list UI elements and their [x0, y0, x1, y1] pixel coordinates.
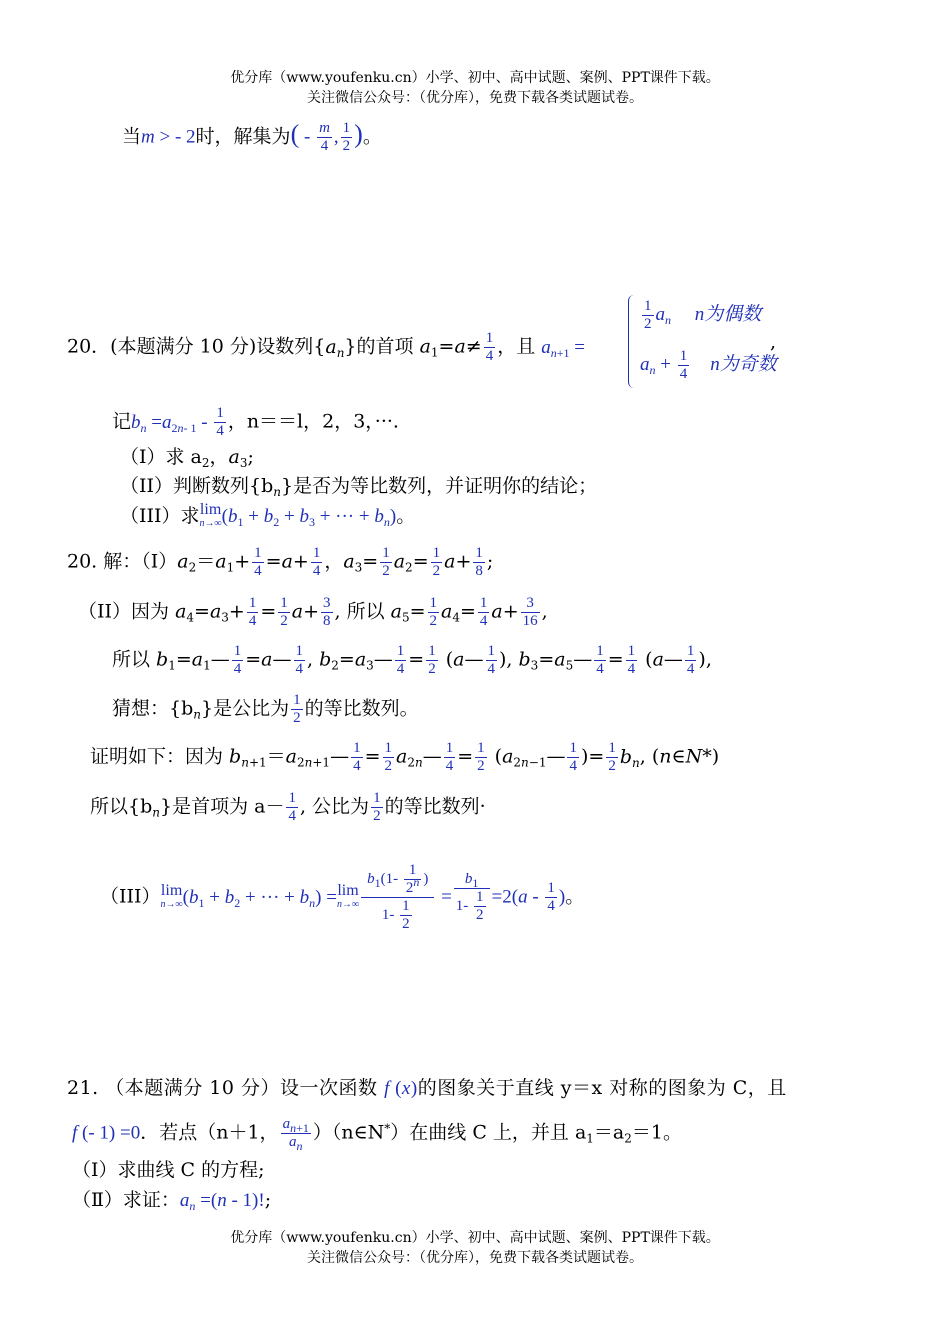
piecewise-brace — [628, 295, 635, 388]
sol20-part1: 20. 解：$(I)a_2=a_1+$ $\frac{1}{4}$ =a+ $\frac{1}{4}$ ，$a_3=$ $\frac{1}{2}$ $a_2=$ $\frac{1}{2}$ a+ $\frac{1}{8}$ ; — [67, 545, 494, 579]
comma: , — [770, 331, 777, 353]
page-header-line1: 优分库（www.youfenku.cn）小学、初中、高中试题、案例、PPT课件下载。 — [230, 70, 720, 86]
q20-statement: 20．(本题满分 10 分)设数列$\{a_n\}$的首项 $a_1=a\ne$ $\frac{1}{4}$ ，且 $a_{n+1}$ = — [67, 330, 586, 364]
sol20-part2: （II）因为 $a_4=a_3+$ $\frac{1}{4}$ = $\frac{1}{2}$ a+ $\frac{3}{8}$ , 所以 $a_5=$ $\frac{1}{2}$ $a_4=$ $\frac{1}{4}$ a+ $\frac{3}{16}$ , — [78, 595, 548, 629]
q20-part1: （I）求 $a_2$，$a_3$; — [120, 446, 254, 470]
q21-part2: （Ⅱ）求证：$a_n =(n - 1)$!; — [72, 1189, 272, 1213]
case-odd: $a_n$ + $\frac{1}{4}$ n为奇数 — [640, 348, 777, 382]
q21-line2: f (- 1) =0．若点（n＋1， $\frac{a_{n+1}}{a_n}$ ）（n∈N*）在曲线 C 上，并且 $a_1=a_2=1$。 — [72, 1116, 682, 1153]
q21-line1: 21. （本题满分 10 分）设一次函数 f (x)的图象关于直线 y＝x 对称的图象为 C，且 — [67, 1077, 787, 1099]
sol20-b-values: 所以 $b_1=a_1—$ $\frac{1}{4}$ =a— $\frac{1}{4}$ , $b_2=a_3—$ $\frac{1}{4}$ = $\frac{1}{2}$ (a— $\frac{1}{4}$ ), $b_3=a_5—$ $\frac{1}{4}$ = $\frac{1}{4}$ (a— $\frac{1}{4}$ ), — [112, 643, 712, 677]
page-footer-line1: 优分库（www.youfenku.cn）小学、初中、高中试题、案例、PPT课件下载。 — [230, 1230, 720, 1246]
page-header-line2: 关注微信公众号：（优分库），免费下载各类试题试卷。 — [307, 90, 643, 106]
sol20-part3: （III）lim n→∞ ($b_1 + b_2$ + ··· + $b_n) =\lim$ n→∞ $b_1(1-$ $\frac{1}{2^n}$ ) 1- $\frac{1}{2}$ = $b_1$ 1- $\frac{1}{2}$ =2(a - $\frac{1}{4}$ )。 — [100, 862, 585, 932]
sol20-proof: 证明如下：因为 $b_{n+1}=a_{2n+1}—$ $\frac{1}{4}$ = $\frac{1}{2}$ $a_{2n}—$ $\frac{1}{4}$ = $\frac{1}{2}$ ($a_{2n-1}—$ $\frac{1}{4}$ )= $\frac{1}{2}$ $b_n$, (n∈N*) — [90, 740, 720, 774]
q21-part1: （Ⅰ）求曲线 C 的方程; — [72, 1159, 265, 1181]
case-even: $\frac{1}{2}$ $a_n$ n为偶数 — [644, 298, 762, 332]
q20-part3: （III）求lim n→∞ ($b_1 + b_2 + b_3$ + ··· + $b_n$)。 — [120, 501, 416, 529]
prev-solution-line: 当m > - 2时，解集为( - $\frac{m}{4}$ , $\frac{1}{2}$ )。 — [122, 119, 382, 154]
page-footer-line2: 关注微信公众号：（优分库），免费下载各类试题试卷。 — [307, 1250, 643, 1266]
sol20-conclusion: 所以$\{b_n\}$是首项为 a－ $\frac{1}{4}$ , 公比为 $\frac{1}{2}$ 的等比数列· — [90, 790, 486, 824]
sol20-guess: 猜想：$\{b_n\}$是公比为 $\frac{1}{2}$ 的等比数列。 — [112, 692, 419, 726]
q20-define-b: 记$b_n =a_{2n- 1}$ - $\frac{1}{4}$ ，n＝＝l，2，3，···. — [112, 405, 399, 439]
q20-part2: （II）判断数列$\{b_n\}$是否为等比数列，并证明你的结论； — [120, 475, 598, 499]
